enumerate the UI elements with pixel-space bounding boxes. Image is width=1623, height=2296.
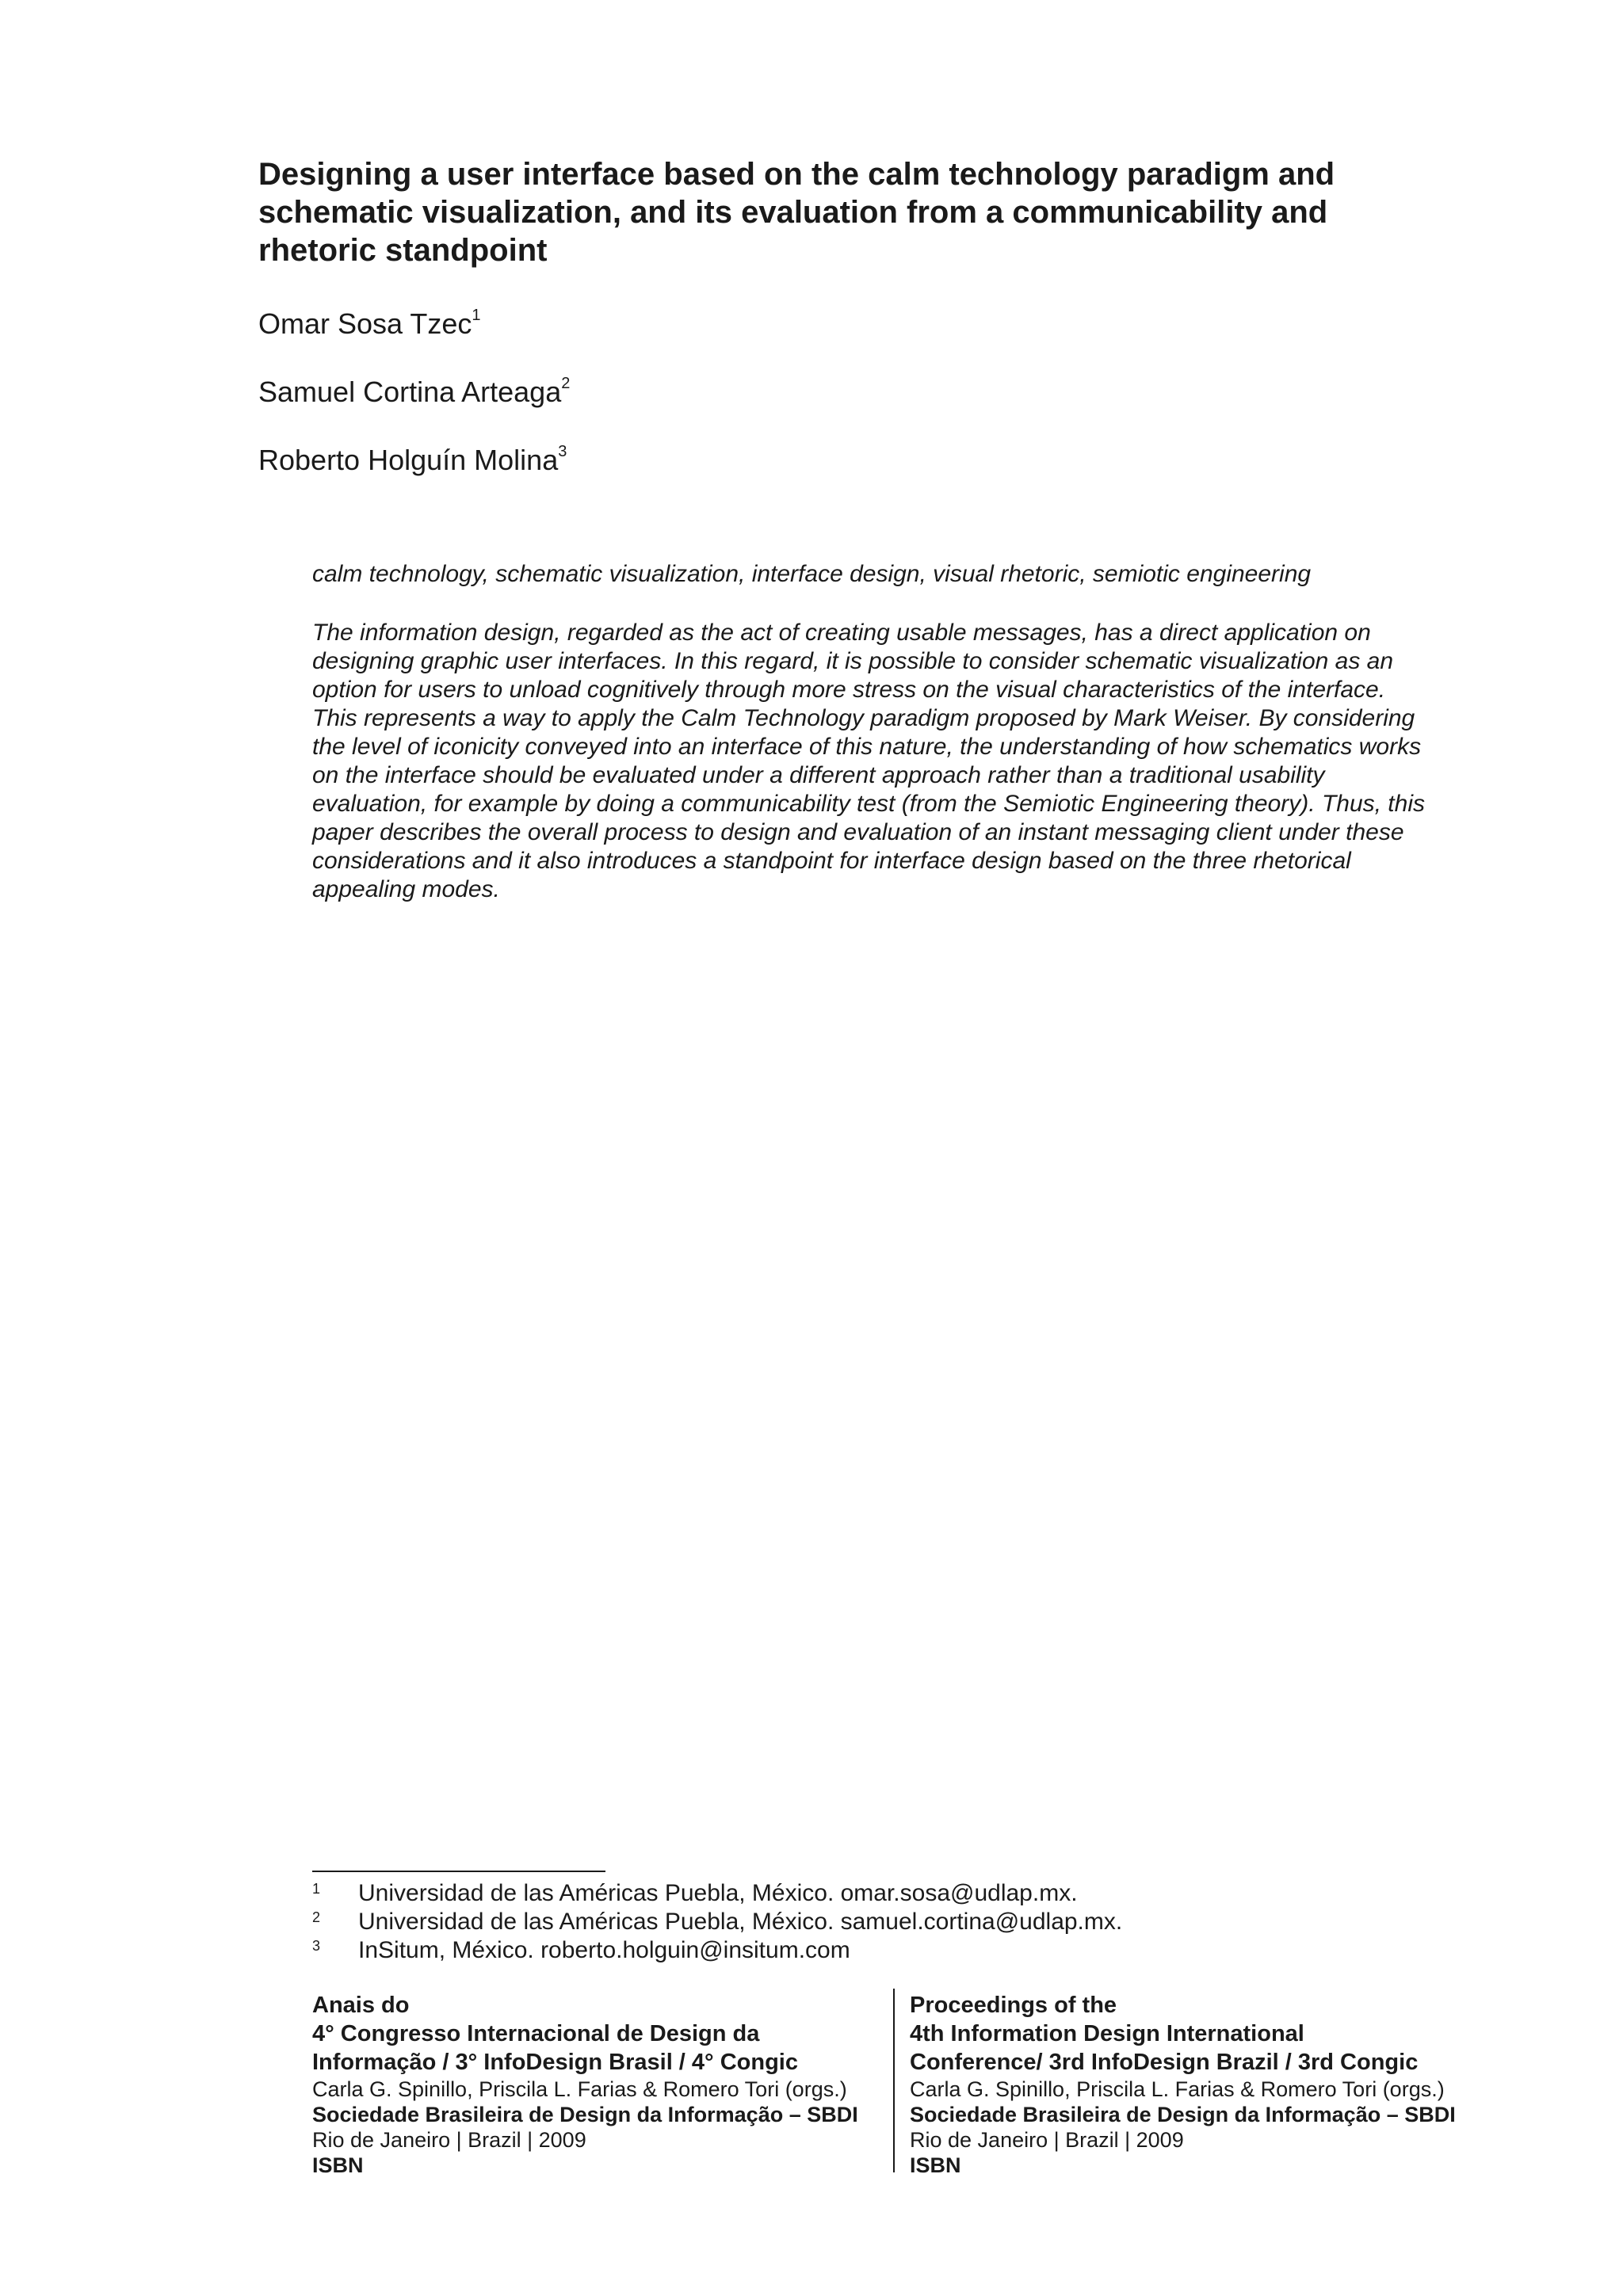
author	[258, 369, 570, 410]
abstract-line: evaluation, for example by doing a communicability test (from the Semiotic Engineering theory). Thus, this	[312, 791, 1425, 817]
abstract-line: paper describes the overall process to design and evaluation of an instant messaging client under these	[312, 819, 1404, 845]
footnote-text: Universidad de las Américas Puebla, México. omar.sosa@udlap.mx.	[358, 1880, 1078, 1906]
title-line: Designing a user interface based on the calm technology paradigm and	[258, 157, 1335, 192]
paper-title	[258, 155, 1495, 269]
footnote-divider	[312, 1871, 605, 1872]
imprint-heading-line: Anais do	[312, 1993, 410, 2018]
footnote-text: Universidad de las Américas Puebla, México. samuel.cortina@udlap.mx.	[358, 1909, 1123, 1935]
imprint-place: Rio de Janeiro | Brazil | 2009	[312, 2128, 586, 2152]
imprint-english	[910, 1991, 1456, 2178]
abstract-line: This represents a way to apply the Calm Technology paradigm proposed by Mark Weiser. By considering	[312, 705, 1415, 731]
imprint-editors: Carla G. Spinillo, Priscila L. Farias & Romero Tori (orgs.)	[312, 2077, 847, 2101]
footnote-text: InSitum, México. roberto.holguin@insitum.com	[358, 1937, 850, 1963]
author-footnote-mark: 3	[558, 443, 567, 460]
footnotes	[312, 1879, 1422, 1965]
author-name: Samuel Cortina Arteaga	[258, 376, 562, 408]
title-line: schematic visualization, and its evaluation from a communicability and	[258, 195, 1328, 230]
keywords: calm technology, schematic visualization, interface design, visual rhetoric, semiotic engineering	[312, 561, 1312, 587]
author-name: Roberto Holguín Molina	[258, 444, 559, 476]
abstract-line: considerations and it also introduces a standpoint for interface design based on the three rhetorical	[312, 848, 1351, 874]
footnote-number: 3	[312, 1938, 321, 1954]
abstract	[312, 619, 1485, 904]
imprint-heading-line: 4° Congresso Internacional de Design da	[312, 2021, 760, 2046]
imprint-society: Sociedade Brasileira de Design da Informação – SBDI	[910, 2103, 1456, 2126]
imprint-heading-line: Informação / 3° InfoDesign Brasil / 4° Congic	[312, 2050, 798, 2075]
imprint-editors: Carla G. Spinillo, Priscila L. Farias & Romero Tori (orgs.)	[910, 2077, 1445, 2101]
abstract-line: on the interface should be evaluated under a different approach rather than a traditional usability	[312, 762, 1325, 788]
footnote	[312, 1879, 1422, 1908]
footnote-number: 1	[312, 1881, 321, 1897]
footnote	[312, 1908, 1422, 1936]
imprint-portuguese	[312, 1991, 858, 2178]
abstract-line: appealing modes.	[312, 876, 500, 902]
imprint-isbn: ISBN	[312, 2153, 364, 2177]
footnote	[312, 1936, 1422, 1965]
abstract-line: option for users to unload cognitively through more stress on the visual characteristics of the interface.	[312, 677, 1386, 703]
imprint-divider	[893, 1989, 895, 2172]
abstract-line: designing graphic user interfaces. In this regard, it is possible to consider schematic visualization as an	[312, 648, 1394, 674]
imprint-heading-line: Proceedings of the	[910, 1993, 1117, 2018]
abstract-line: the level of iconicity conveyed into an interface of this nature, the understanding of how schematics works	[312, 734, 1422, 760]
author-name: Omar Sosa Tzec	[258, 307, 472, 340]
imprint-isbn: ISBN	[910, 2153, 961, 2177]
footnote-number: 2	[312, 1909, 321, 1925]
abstract-line: The information design, regarded as the act of creating usable messages, has a direct application on	[312, 620, 1371, 646]
imprint-heading-line: 4th Information Design International	[910, 2021, 1304, 2046]
author	[258, 437, 567, 478]
imprint-society: Sociedade Brasileira de Design da Informação – SBDI	[312, 2103, 858, 2126]
imprint-place: Rio de Janeiro | Brazil | 2009	[910, 2128, 1184, 2152]
imprint-heading-line: Conference/ 3rd InfoDesign Brazil / 3rd Congic	[910, 2050, 1419, 2075]
author-footnote-mark: 2	[561, 375, 571, 392]
title-line: rhetoric standpoint	[258, 233, 548, 268]
author	[258, 301, 481, 341]
author-footnote-mark: 1	[472, 307, 481, 324]
